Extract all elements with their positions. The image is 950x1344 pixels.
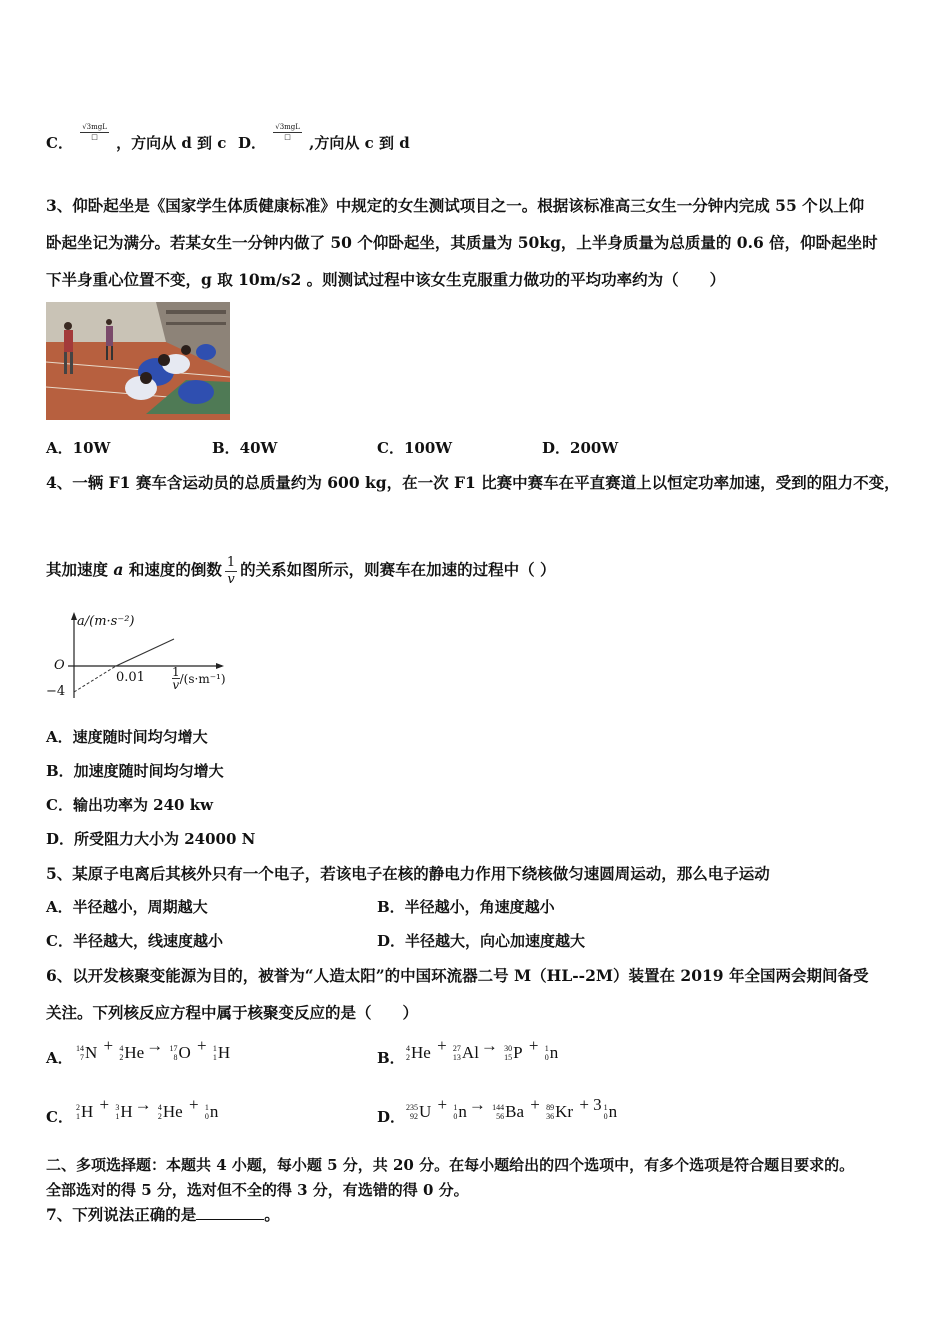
mass-number: 3 (115, 1103, 120, 1112)
q6-option-b-label: B． (377, 1049, 405, 1067)
q6-option-d-label: D． (377, 1108, 406, 1126)
graph-x-intercept-label: 0.01 (116, 670, 145, 685)
q6-line-1: 6、以开发核聚变能源为目的，被誉为“人造太阳”的中国环流器二号 M（HL--2M）装置在 2019 年全国两会期间备受 (46, 966, 869, 985)
atomic-number: 1 (115, 1112, 120, 1121)
atomic-number: 8 (173, 1053, 178, 1062)
nuclide (406, 1043, 431, 1063)
element-symbol: He (124, 1043, 145, 1062)
fraction-numerator: √3mgL (275, 122, 300, 131)
element-symbol: n (608, 1102, 618, 1121)
graph-x-axis-unit: /(s·m⁻¹) (179, 671, 226, 686)
q3-line-2: 卧起坐记为满分。若某女生一分钟内做了 50 个仰卧起坐，其质量为 50kg，上半身质量为总质量的 0.6 倍，仰卧起坐时 (46, 233, 878, 252)
atomic-number: 92 (410, 1112, 418, 1121)
q3-option-c: C．100W (377, 439, 453, 457)
q6-option-a-equation (76, 1036, 230, 1063)
mass-number: 4 (406, 1044, 410, 1053)
element-symbol: H (81, 1102, 94, 1121)
a-vs-reciprocal-v-graph (44, 610, 254, 702)
equation-operator: + (524, 1036, 543, 1055)
mass-number: 2 (76, 1103, 80, 1112)
element-symbol: n (209, 1102, 219, 1121)
q2-option-c (46, 122, 227, 154)
fraction-denominator: □ (284, 132, 291, 141)
equation-operator: + (432, 1036, 451, 1055)
q6-option-d-equation (406, 1095, 617, 1122)
nuclide (76, 1102, 93, 1122)
q5-line-1: 5、某原子电离后其核外只有一个电子，若该电子在核的静电力作用下绕核做匀速圆周运动，那么电子运动 (46, 864, 770, 883)
mass-number: 30 (504, 1044, 513, 1053)
atomic-number: 2 (406, 1053, 410, 1062)
accel-variable: a (113, 560, 124, 579)
element-symbol: H (217, 1043, 231, 1062)
atomic-number: 13 (452, 1053, 461, 1062)
graph-origin-label: O (54, 658, 65, 673)
mass-number: 235 (406, 1103, 418, 1112)
q4-line-2-b: 和速度的倒数 (123, 560, 222, 579)
q4-line-1: 4、一辆 F1 赛车含运动员的总质量约为 600 kg，在一次 F1 比赛中赛车在平直赛道上以恒定功率加速，受到的阻力不变， (46, 473, 900, 492)
mass-number: 89 (546, 1103, 555, 1112)
nuclide (119, 1043, 144, 1063)
element-symbol: O (178, 1043, 191, 1062)
element-symbol: U (419, 1102, 432, 1121)
nuclide (504, 1043, 522, 1063)
nuclide (406, 1102, 431, 1122)
nuclide (169, 1043, 190, 1063)
atomic-number: 36 (546, 1112, 555, 1121)
q4-line-2-c: 的关系如图所示，则赛车在加速的过程中（ ） (240, 560, 556, 579)
equation-operator: + (95, 1095, 114, 1114)
q2-option-d-text: ,方向从 c 到 d (309, 134, 410, 152)
atomic-number: 2 (119, 1053, 124, 1062)
fraction-denominator: □ (91, 132, 98, 141)
q4-option-c: C．输出功率为 240 kw (46, 796, 214, 814)
q2-option-d-fraction (273, 123, 302, 142)
element-symbol: n (549, 1043, 559, 1062)
q2-option-c-fraction (80, 123, 109, 142)
q2-option-c-label: C． (46, 134, 73, 152)
equation-operator: + 3 (575, 1095, 602, 1114)
equation-operator: + (99, 1036, 118, 1055)
q5-option-c: C．半径越大，线速度越小 (46, 932, 223, 950)
equation-operator: → (468, 1095, 491, 1114)
situp-test-photo (46, 302, 230, 420)
q5-option-a: A．半径越小，周期越大 (46, 898, 208, 916)
equation-operator: + (192, 1036, 211, 1055)
atomic-number: 0 (204, 1112, 209, 1121)
q4-line-2 (46, 548, 556, 592)
reciprocal-v-fraction (225, 555, 237, 588)
equation-operator: → (146, 1036, 168, 1055)
q3-option-a: A．10W (46, 439, 111, 457)
nuclide (76, 1043, 97, 1063)
q6-option-a-label: A． (46, 1049, 73, 1067)
q4-option-b: B．加速度随时间均匀增大 (46, 762, 224, 780)
q4-option-d: D．所受阻力大小为 24000 N (46, 830, 256, 848)
q7-text: 7、下列说法正确的是 (46, 1205, 197, 1224)
atomic-number: 1 (76, 1112, 80, 1121)
q2-option-d (238, 122, 410, 154)
fraction-denominator: v (172, 678, 180, 692)
element-symbol: P (513, 1043, 523, 1062)
nuclide (453, 1043, 479, 1063)
q4-option-a: A．速度随时间均匀增大 (46, 728, 208, 746)
atomic-number: 7 (80, 1053, 84, 1062)
mass-number: 1 (453, 1103, 458, 1112)
answer-blank (196, 1205, 264, 1220)
nuclide (492, 1102, 524, 1122)
element-symbol: n (458, 1102, 467, 1121)
q7-line (46, 1205, 280, 1225)
q3-option-b: B．40W (212, 439, 278, 457)
q3-line-1: 3、仰卧起坐是《国家学生体质健康标准》中规定的女生测试项目之一。根据该标准高三女生一分钟内完成 55 个以上仰 (46, 196, 865, 215)
fraction-numerator: 1 (172, 665, 180, 679)
mass-number: 1 (603, 1103, 608, 1112)
mass-number: 144 (492, 1103, 505, 1112)
equation-operator: + (184, 1095, 203, 1114)
atomic-number: 2 (157, 1112, 162, 1121)
mass-number: 1 (212, 1044, 217, 1053)
atomic-number: 1 (212, 1053, 217, 1062)
q5-option-d: D．半径越大，向心加速度越大 (377, 932, 586, 950)
q2-option-c-text: ，方向从 d 到 c (116, 134, 227, 152)
nuclide (453, 1102, 467, 1122)
mass-number: 1 (204, 1103, 209, 1112)
equation-operator: → (480, 1036, 503, 1055)
q5-option-b: B．半径越小，角速度越小 (377, 898, 555, 916)
equation-operator: + (526, 1095, 545, 1114)
q6-option-c-label: C． (46, 1108, 73, 1126)
section2-line-2: 全部选对的得 5 分，选对但不全的得 3 分，有选错的得 0 分。 (46, 1181, 469, 1199)
element-symbol: Kr (555, 1102, 574, 1121)
element-symbol: Ba (505, 1102, 525, 1121)
q2-option-d-label: D． (238, 134, 267, 152)
q3-line-3: 下半身重心位置不变，g 取 10m/s2 。则测试过程中该女生克服重力做功的平均功率约为（ ） (46, 270, 726, 289)
fraction-numerator: 1 (226, 554, 236, 570)
element-symbol: H (120, 1102, 133, 1121)
graph-y-intercept-label: −4 (46, 684, 66, 699)
q6-option-b-equation (406, 1036, 558, 1063)
fraction-denominator: v (227, 571, 235, 587)
element-symbol: He (411, 1043, 431, 1062)
mass-number: 1 (544, 1044, 549, 1053)
q3-option-d: D．200W (542, 439, 619, 457)
mass-number: 4 (119, 1044, 124, 1053)
q6-line-2: 关注。下列核反应方程中属于核聚变反应的是（ ） (46, 1003, 419, 1022)
equation-operator: → (134, 1095, 156, 1114)
atomic-number: 0 (453, 1112, 458, 1121)
nuclide (546, 1102, 573, 1122)
element-symbol: N (85, 1043, 98, 1062)
nuclide (115, 1102, 132, 1122)
atomic-number: 0 (603, 1112, 608, 1121)
mass-number: 17 (169, 1044, 178, 1053)
fraction-numerator: √3mgL (82, 122, 107, 131)
element-symbol: Al (461, 1043, 479, 1062)
mass-number: 14 (76, 1044, 84, 1053)
graph-x-axis-label (172, 666, 226, 691)
atomic-number: 0 (544, 1053, 549, 1062)
section2-line-1: 二、多项选择题：本题共 4 小题，每小题 5 分，共 20 分。在每小题给出的四个选项中，有多个选项是符合题目要求的。 (46, 1156, 855, 1174)
mass-number: 27 (452, 1044, 461, 1053)
nuclide (604, 1102, 618, 1122)
atomic-number: 15 (504, 1053, 513, 1062)
graph-y-axis-label: a/(m·s⁻²) (77, 614, 135, 629)
equation-operator: + (433, 1095, 452, 1114)
nuclide (158, 1102, 183, 1122)
element-symbol: He (162, 1102, 183, 1121)
q7-end: 。 (264, 1205, 280, 1224)
nuclide (205, 1102, 219, 1122)
nuclide (545, 1043, 559, 1063)
atomic-number: 56 (496, 1112, 505, 1121)
q4-line-2-a: 其加速度 (46, 560, 114, 579)
mass-number: 4 (157, 1103, 162, 1112)
q6-option-c-equation (76, 1095, 218, 1122)
nuclide (213, 1043, 230, 1063)
